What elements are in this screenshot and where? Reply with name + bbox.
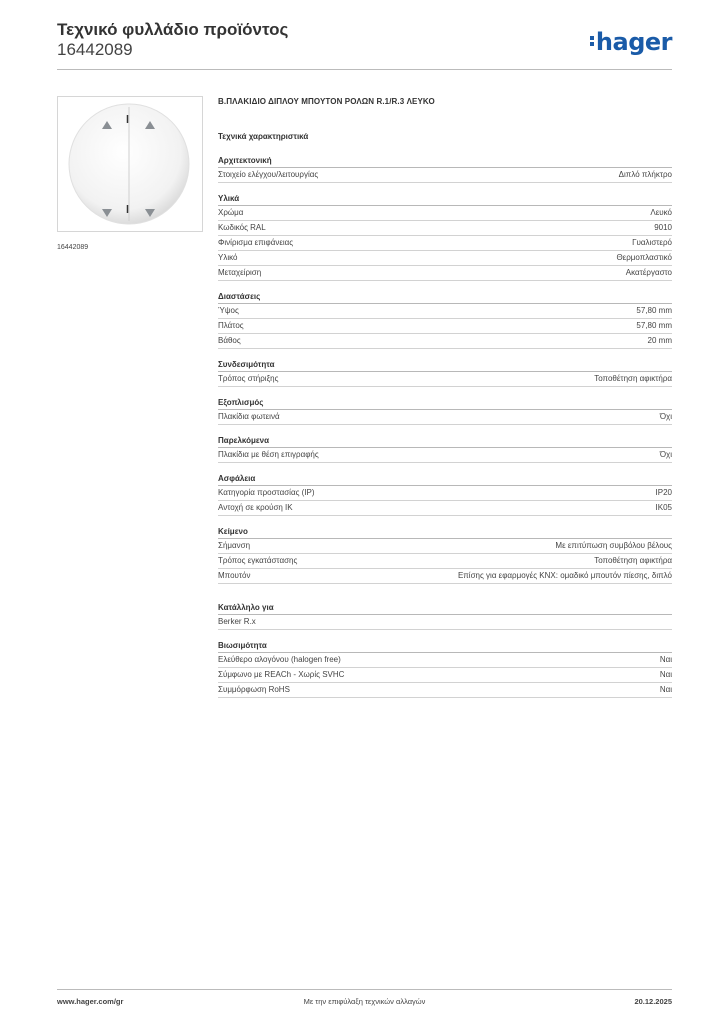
spec-section	[218, 473, 672, 516]
spec-row	[218, 236, 672, 251]
spec-value: 57,80 mm	[636, 306, 672, 315]
spec-row	[218, 569, 672, 584]
spec-row	[218, 266, 672, 281]
spec-value: 20 mm	[647, 336, 672, 345]
section-title: Κατάλληλο για	[218, 602, 672, 615]
spec-row	[218, 410, 672, 425]
spec-value: Όχι	[659, 412, 672, 421]
spec-label: Μεταχείριση	[218, 268, 262, 277]
spec-row	[218, 501, 672, 516]
spec-value: Όχι	[659, 450, 672, 459]
spec-label: Κωδικός RAL	[218, 223, 266, 232]
document-title: Τεχνικό φυλλάδιο προϊόντος	[57, 20, 289, 39]
spec-label: Πλακίδια με θέση επιγραφής	[218, 450, 319, 459]
spec-value: Ναι	[659, 685, 672, 694]
spec-value: IK05	[655, 503, 672, 512]
spec-row	[218, 683, 672, 698]
spec-sections	[218, 155, 672, 698]
spec-value: Θερμοπλαστικό	[616, 253, 672, 262]
spec-section	[218, 640, 672, 698]
spec-section	[218, 526, 672, 584]
footer-note: Με την επιφύλαξη τεχνικών αλλαγών	[303, 997, 426, 1006]
spec-row	[218, 206, 672, 221]
spec-row	[218, 653, 672, 668]
logo-text: hager	[595, 28, 672, 56]
spec-section	[218, 602, 672, 630]
spec-value: Γυαλιστερό	[632, 238, 672, 247]
spec-value: Τοποθέτηση αφικτήρα	[594, 556, 672, 565]
spec-content	[218, 97, 672, 708]
spec-value: Λευκό	[650, 208, 672, 217]
section-title: Αρχιτεκτονική	[218, 155, 672, 168]
spec-row	[218, 319, 672, 334]
spec-label: Ύψος	[218, 306, 239, 315]
spec-label: Berker R.x	[218, 617, 256, 626]
spec-row	[218, 554, 672, 569]
spec-row	[218, 615, 672, 630]
spec-row	[218, 334, 672, 349]
spec-label: Συμμόρφωση RoHS	[218, 685, 290, 694]
spec-value: Ακατέργαστο	[625, 268, 672, 277]
product-image-frame	[57, 96, 203, 232]
spec-row	[218, 448, 672, 463]
spec-label: Κατηγορία προστασίας (IP)	[218, 488, 315, 497]
section-title: Εξοπλισμός	[218, 397, 672, 410]
spec-row	[218, 304, 672, 319]
document-code: 16442089	[57, 40, 133, 59]
spec-label: Υλικό	[218, 253, 238, 262]
spec-section	[218, 155, 672, 183]
spec-value: Ναι	[659, 670, 672, 679]
spec-value: 9010	[654, 223, 672, 232]
spec-label: Τρόπος στήριξης	[218, 374, 279, 383]
section-title: Βιωσιμότητα	[218, 640, 672, 653]
spec-label: Αντοχή σε κρούση IK	[218, 503, 293, 512]
spec-label: Ελεύθερο αλογόνου (halogen free)	[218, 655, 341, 664]
tech-specs-heading: Τεχνικά χαρακτηριστικά	[218, 132, 309, 141]
footer-divider	[57, 989, 672, 990]
header-divider	[57, 69, 672, 70]
spec-section	[218, 193, 672, 281]
spec-value: IP20	[655, 488, 672, 497]
product-name: Β.ΠΛΑΚΙΔΙΟ ΔΙΠΛΟΥ ΜΠΟΥΤΟΝ ΡΟΛΩΝ R.1/R.3 ΛΕΥΚΟ	[218, 97, 435, 106]
image-caption-code: 16442089	[57, 244, 89, 251]
spec-row	[218, 221, 672, 236]
footer-website: www.hager.com/gr	[57, 997, 124, 1006]
section-title: Ασφάλεια	[218, 473, 672, 486]
rocker-switch-image	[64, 99, 194, 229]
section-title: Συνδεσιμότητα	[218, 359, 672, 372]
spec-label: Μπουτόν	[218, 571, 251, 580]
spec-value: Τοποθέτηση αφικτήρα	[594, 374, 672, 383]
spec-label: Πλάτος	[218, 321, 244, 330]
spec-row	[218, 251, 672, 266]
spec-row	[218, 668, 672, 683]
spec-row	[218, 168, 672, 183]
spec-label: Τρόπος εγκατάστασης	[218, 556, 298, 565]
section-title: Κείμενο	[218, 526, 672, 539]
spec-label: Σήμανση	[218, 541, 251, 550]
spec-value: Ναι	[659, 655, 672, 664]
page-header	[57, 20, 672, 68]
spec-label: Σύμφωνο με REACh - Χωρίς SVHC	[218, 670, 345, 679]
spec-label: Στοιχείο ελέγχου/λειτουργίας	[218, 170, 319, 179]
spec-label: Χρώμα	[218, 208, 244, 217]
spec-value: Επίσης για εφαρμογές KNX: ομαδικό μπουτόν πίεσης, διπλό	[457, 571, 672, 580]
footer-date: 20.12.2025	[634, 997, 672, 1006]
section-title: Υλικά	[218, 193, 672, 206]
spec-value: Διπλό πλήκτρο	[618, 170, 672, 179]
logo-dots-icon	[590, 34, 595, 48]
spec-row	[218, 372, 672, 387]
spec-label: Πλακίδια φωτεινά	[218, 412, 280, 421]
hager-logo	[590, 28, 672, 56]
spec-value: 57,80 mm	[636, 321, 672, 330]
section-title: Παρελκόμενα	[218, 435, 672, 448]
spec-section	[218, 291, 672, 349]
spec-section	[218, 397, 672, 425]
spec-label: Βάθος	[218, 336, 241, 345]
spec-row	[218, 486, 672, 501]
spec-section	[218, 359, 672, 387]
section-title: Διαστάσεις	[218, 291, 672, 304]
spec-row	[218, 539, 672, 554]
spec-section	[218, 435, 672, 463]
spec-label: Φινίρισμα επιφάνειας	[218, 238, 294, 247]
spec-value: Με επιτύπωση συμβόλου βέλους	[555, 541, 672, 550]
